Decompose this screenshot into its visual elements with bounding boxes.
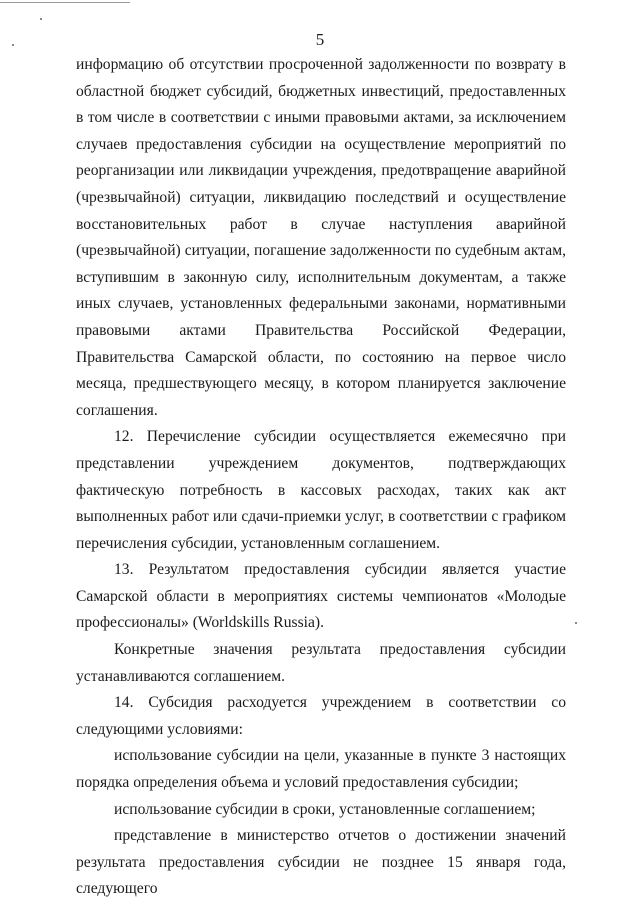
scan-speck [575, 622, 577, 624]
paragraph-item-14: 14. Субсидия расходуется учреждением в соответствии со следующими условиями: [76, 694, 566, 738]
document-body [76, 52, 566, 903]
paragraph-result-values: Конкретные значения результата предоставления субсидии устанавливаются соглашением. [76, 641, 566, 685]
paragraph-item-13: 13. Результатом предоставления субсидии является участие Самарской области в мероприятиях системы чемпионатов «Молодые профессионалы» (Worldskills Russia). [76, 561, 566, 632]
paragraph-condition-reports: представление в министерство отчетов о достижении значений результата предоставления субсидии не позднее 15 января года, следующего [76, 827, 566, 898]
paragraph-condition-terms: использование субсидии в сроки, установленные соглашением; [114, 800, 536, 818]
scan-corner-line [0, 2, 130, 3]
paragraph-item-12: 12. Перечисление субсидии осуществляется ежемесячно при представлении учреждением документов, подтверждающих фактическую потребность в кассовых расходах, таких как акт выполненных работ или сдачи-приемки услуг, в соответствии с графиком перечисления субсидии, установленным соглашением. [76, 428, 566, 552]
paragraph-condition-purpose: использование субсидии на цели, указанные в пункте 3 настоящих порядка определения объема и условий предоставления субсидии; [76, 747, 566, 792]
page-number: 5 [315, 30, 325, 49]
scan-speck [40, 18, 42, 20]
paragraph-continuation: информацию об отсутствии просроченной задолженности по возврату в областной бюджет субсидий, бюджетных инвестиций, предоставленных в том числе в соответствии с иными правовыми актами, за исключением случаев предоставления субсидии на осуществление мероприятий по реорганизации или ликвидации учреждения, предотвращение аварийной (чрезвычайной) ситуации, ликвидацию последствий и осуществление восстановительных работ в случае наступления аварийной (чрезвычайной) ситуации, погашение задолженности по судебным актам, вступившим в законную силу, исполнительным документам, а также иных случаев, установленных федеральными законами, нормативными правовыми актами Правительства Российской Федерации, Правительства Самарской области, по состоянию на первое число месяца, предшествующего месяцу, в котором планируется заключение соглашения. [76, 56, 566, 419]
